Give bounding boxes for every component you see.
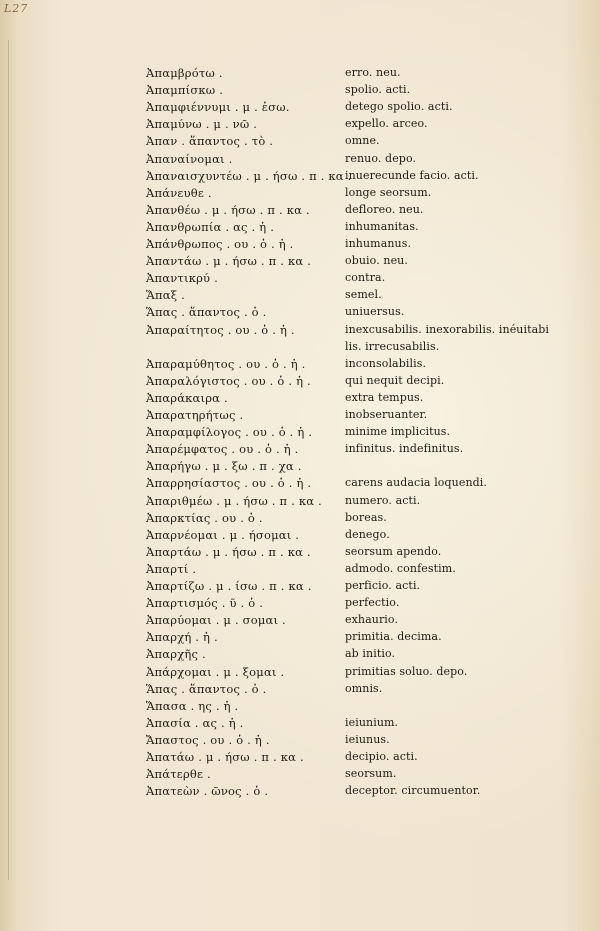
latin-gloss: infinitus. indefinitus. (345, 442, 464, 456)
latin-gloss: uniuersus. (345, 305, 405, 319)
greek-headword: Ἀπαράκαιρα . (146, 390, 228, 405)
greek-headword: Ἀπαντάω . μ . ήσω . π . κα . (146, 254, 312, 269)
dictionary-entry (0, 442, 600, 459)
dictionary-entry (0, 254, 600, 271)
greek-headword: Ἀπαραίτητος . ου . ὁ . ἡ . (146, 322, 295, 337)
dictionary-entry (0, 562, 600, 579)
greek-headword: Ἀπαρτί . (146, 561, 197, 576)
dictionary-entry (0, 784, 600, 801)
latin-gloss: denego. (345, 527, 390, 541)
greek-headword: Ἀπαμφιέννυμι . μ . ἐσω. (146, 100, 290, 115)
latin-gloss: numero. acti. (345, 493, 421, 507)
latin-gloss: erro. neu. (345, 66, 401, 79)
dictionary-entry (0, 391, 600, 408)
page-number-mark: L27 (4, 2, 29, 15)
latin-gloss: ieiunium. (345, 715, 399, 729)
dictionary-entry (0, 357, 600, 374)
dictionary-entry (0, 271, 600, 288)
greek-headword: Ἀπαμύνω . μ . νῶ . (146, 117, 258, 132)
greek-headword: Ἀπαρκτίας . ου . ὁ . (146, 510, 263, 525)
latin-gloss: exhaurio. (345, 613, 399, 627)
latin-gloss: inhumanus. (345, 237, 412, 250)
latin-gloss: inconsolabilis. (345, 356, 427, 370)
latin-gloss: inhumanitas. (345, 219, 419, 233)
dictionary-entry (0, 699, 600, 716)
greek-headword: Ἅπας . ἅπαντος . ὁ . (146, 681, 267, 696)
greek-headword: Ἀπασία . ας . ἡ . (146, 715, 244, 730)
latin-gloss: qui nequit decipi. (345, 373, 445, 387)
latin-gloss: ieiunus. (345, 732, 390, 746)
greek-headword: Ἅπας . ἅπαντος . ὁ . (146, 305, 267, 320)
dictionary-entry (0, 152, 600, 169)
dictionary-entry (0, 237, 600, 254)
greek-headword: Ἀπάνθρωπος . ου . ὁ . ἡ . (146, 237, 294, 251)
latin-gloss: lis. irrecusabilis. (345, 339, 440, 353)
latin-gloss: minime implicitus. (345, 425, 451, 439)
dictionary-entry (0, 596, 600, 613)
latin-gloss: defloreo. neu. (345, 202, 424, 216)
dictionary-entry (0, 186, 600, 203)
latin-gloss: expello. arceo. (345, 117, 428, 131)
greek-headword: Ἀπατάω . μ . ήσω . π . κα . (146, 750, 304, 764)
latin-gloss: inobseruanter. (345, 408, 428, 421)
latin-gloss: perficio. acti. (345, 579, 421, 592)
dictionary-entry (0, 340, 600, 357)
latin-gloss: spolio. acti. (345, 83, 411, 97)
greek-headword: Ἄπαστος . ου . ὁ . ἡ . (146, 732, 270, 747)
dictionary-entry (0, 647, 600, 664)
greek-headword: Ἀπαρτάω . μ . ήσω . π . κα . (146, 544, 311, 559)
dictionary-entry (0, 117, 600, 134)
dictionary-entry (0, 134, 600, 151)
latin-gloss: primitia. decima. (345, 630, 442, 644)
greek-headword: Ἀπαρτισμός . ῦ . ὁ . (146, 596, 264, 611)
latin-gloss: deceptor. circumuentor. (345, 784, 481, 798)
greek-headword: Ἀπαρατηρήτως . (146, 408, 244, 422)
dictionary-entry (0, 682, 600, 699)
dictionary-entry (0, 528, 600, 545)
latin-gloss: ab initio. (345, 647, 396, 661)
greek-headword: Ἀπαν . ἅπαντος . τὸ . (146, 134, 274, 149)
latin-gloss: contra. (345, 271, 386, 285)
latin-gloss: seorsum. (345, 767, 397, 781)
latin-gloss: extra tempus. (345, 390, 424, 404)
dictionary-entry (0, 459, 600, 476)
dictionary-entry (0, 494, 600, 511)
greek-headword: Ἀπαριθμέω . μ . ήσω . π . κα . (146, 493, 322, 508)
greek-headword: Ἅπαξ . (146, 288, 185, 303)
dictionary-entry (0, 425, 600, 442)
greek-headword: Ἀπαραμύθητος . ου . ὁ . ἡ . (146, 356, 306, 371)
greek-headword: Ἀπάρχομαι . μ . ξομαι . (146, 664, 285, 679)
dictionary-entry (0, 83, 600, 100)
dictionary-entry (0, 203, 600, 220)
greek-headword: Ἀπαρέμφατος . ου . ὁ . ἡ . (146, 442, 299, 457)
latin-gloss: admodo. confestim. (345, 561, 456, 575)
greek-headword: Ἀπάτερθε . (146, 767, 211, 782)
dictionary-entry (0, 476, 600, 493)
latin-gloss: omne. (345, 134, 380, 148)
dictionary-entry (0, 408, 600, 425)
dictionary-entry (0, 288, 600, 305)
dictionary-entry (0, 733, 600, 750)
dictionary-entry (0, 665, 600, 682)
latin-gloss: perfectio. (345, 596, 400, 610)
dictionary-entry (0, 323, 600, 340)
greek-headword: Ἀπαμβρότω . (146, 66, 223, 80)
dictionary-entry (0, 716, 600, 733)
dictionary-entry (0, 613, 600, 630)
dictionary-entry (0, 630, 600, 647)
greek-headword: Ἀπαρρησίαστος . ου . ὁ . ἡ . (146, 476, 312, 491)
greek-headword: Ἀπαρνέομαι . μ . ήσομαι . (146, 527, 300, 542)
dictionary-entry (0, 220, 600, 237)
latin-gloss: primitias soluo. depo. (345, 664, 468, 678)
latin-gloss: inuerecunde facio. acti. (345, 168, 479, 182)
greek-headword: Ἀπαναίνομαι . (146, 151, 233, 166)
greek-headword: Ἀπαραμφίλογος . ου . ὁ . ἡ . (146, 425, 313, 440)
latin-gloss: inexcusabilis. inexorabilis. inéuitabi (345, 322, 550, 336)
dictionary-entry (0, 374, 600, 391)
dictionary-entry (0, 579, 600, 596)
latin-gloss: renuo. depo. (345, 151, 417, 165)
greek-headword: Ἀπάνευθε . (146, 185, 212, 200)
greek-headword: Ἀπαραλόγιστος . ου . ὁ . ἡ . (146, 373, 311, 388)
greek-headword: Ἀπανθρωπία . ας . ἡ . (146, 219, 275, 234)
dictionary-entry (0, 305, 600, 322)
greek-headword: Ἀπαμπίσκω . (146, 83, 224, 98)
dictionary-entry (0, 767, 600, 784)
latin-gloss: longe seorsum. (345, 185, 432, 199)
latin-gloss: carens audacia loquendi. (345, 476, 488, 490)
latin-gloss: boreas. (345, 510, 387, 524)
dictionary-entry (0, 511, 600, 528)
greek-headword: Ἀπαρήγω . μ . ξω . π . χα . (146, 459, 302, 474)
greek-headword: Ἀπατεὼν . ῶνος . ὁ . (146, 784, 269, 799)
greek-headword: Ἀπαντικρύ . (146, 271, 218, 286)
latin-gloss: decipio. acti. (345, 750, 418, 763)
dictionary-entry (0, 545, 600, 562)
greek-headword: Ἀπαρτίζω . μ . ίσω . π . κα . (146, 579, 312, 593)
dictionary-entry (0, 169, 600, 186)
greek-headword: Ἀπαναισχυντέω . μ . ήσω . π . κα . (146, 168, 352, 183)
dictionary-entry (0, 100, 600, 117)
greek-headword: Ἀπαρχῆς . (146, 647, 206, 662)
latin-gloss: semel. (345, 288, 382, 302)
greek-headword: Ἀπαρύομαι . μ . σομαι . (146, 613, 286, 628)
greek-headword: Ἅπασα . ης . ἡ . (146, 698, 239, 713)
greek-headword: Ἀπαρχή . ἡ . (146, 630, 218, 645)
latin-gloss: seorsum apendo. (345, 544, 442, 558)
dictionary-entry (0, 750, 600, 767)
latin-gloss: obuio. neu. (345, 254, 408, 268)
latin-gloss: omnis. (345, 681, 383, 695)
dictionary-entry (0, 66, 600, 83)
greek-headword: Ἀπανθέω . μ . ήσω . π . κα . (146, 202, 310, 217)
latin-gloss: detego spolio. acti. (345, 100, 453, 114)
